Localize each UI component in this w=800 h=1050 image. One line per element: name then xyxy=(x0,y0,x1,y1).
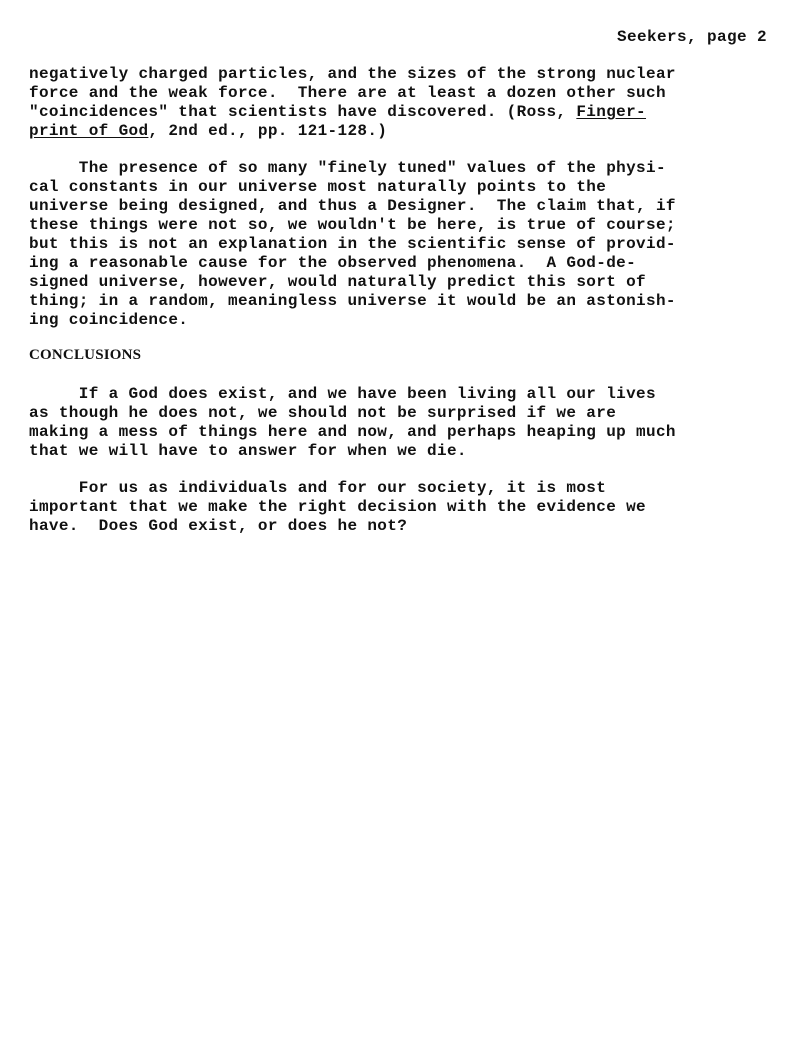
paragraph-conclusion-1 xyxy=(29,385,676,461)
text-line: these things were not so, we wouldn't be here, is true of course; xyxy=(29,216,676,234)
citation-details: , 2nd ed., pp. 121-128.) xyxy=(148,122,388,140)
section-heading: CONCLUSIONS xyxy=(29,347,142,363)
book-title-part: Finger- xyxy=(576,103,647,121)
text-line: have. Does God exist, or does he not? xyxy=(29,517,408,535)
paragraph-conclusion-2 xyxy=(29,479,646,536)
text-line xyxy=(29,122,676,141)
text-line: important that we make the right decision with the evidence we xyxy=(29,498,646,516)
text-line: universe being designed, and thus a Designer. The claim that, if xyxy=(29,197,676,215)
text-line: For us as individuals and for our society, it is most xyxy=(29,479,607,497)
paragraph-continuation xyxy=(29,65,676,141)
text-segment: "coincidences" that scientists have discovered. (Ross, xyxy=(29,103,577,121)
text-line xyxy=(29,103,676,122)
text-line: making a mess of things here and now, and perhaps heaping up much xyxy=(29,423,676,441)
text-line: that we will have to answer for when we die. xyxy=(29,442,467,460)
text-line: negatively charged particles, and the sizes of the strong nuclear xyxy=(29,65,676,83)
page-header: Seekers, page 2 xyxy=(616,28,767,46)
text-line: cal constants in our universe most naturally points to the xyxy=(29,178,607,196)
text-line: ing coincidence. xyxy=(29,311,189,329)
text-line: The presence of so many "finely tuned" values of the physi- xyxy=(29,159,666,177)
text-line: but this is not an explanation in the scientific sense of provid- xyxy=(29,235,676,253)
paragraph-fine-tuning xyxy=(29,159,676,330)
text-line: signed universe, however, would naturally predict this sort of xyxy=(29,273,646,291)
text-line: as though he does not, we should not be surprised if we are xyxy=(29,404,617,422)
text-line: If a God does exist, and we have been living all our lives xyxy=(29,385,656,403)
book-title-part: print of God xyxy=(29,122,149,140)
text-line: ing a reasonable cause for the observed phenomena. A God-de- xyxy=(29,254,637,272)
text-line: thing; in a random, meaningless universe it would be an astonish- xyxy=(29,292,676,310)
text-line: force and the weak force. There are at least a dozen other such xyxy=(29,84,666,102)
